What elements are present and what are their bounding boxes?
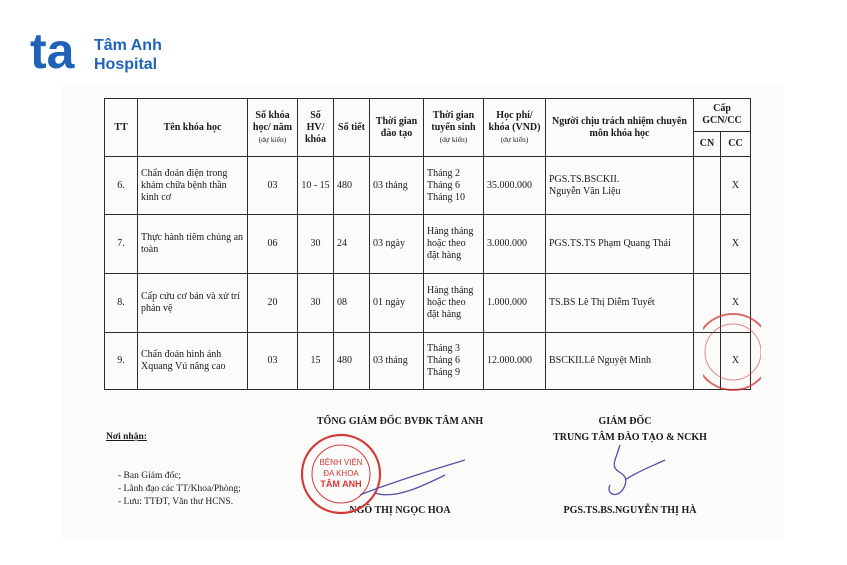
header-course: Tên khóa học [138, 99, 248, 157]
cell-course: Chẩn đoán hình ảnh Xquang Vú nâng cao [138, 333, 248, 390]
header-tt: TT [105, 99, 138, 157]
logo-text [94, 36, 162, 74]
cell-person: PGS.TS.BSCKII. Nguyễn Văn Liệu [546, 157, 694, 215]
cell-fee: 12.000.000 [484, 333, 546, 390]
left-signer-title: TỔNG GIÁM ĐỐC BVĐK TÂM ANH [316, 416, 484, 427]
course-table [104, 98, 751, 390]
header-enroll: Thời gian tuyển sinh (dự kiến) [424, 99, 484, 157]
cell-num-courses: 03 [248, 157, 298, 215]
left-signature-icon [355, 455, 475, 505]
cell-fee: 3.000.000 [484, 215, 546, 274]
cell-fee: 1.000.000 [484, 274, 546, 333]
svg-text:BỆNH VIỆN: BỆNH VIỆN [319, 458, 363, 467]
cell-cc: X [721, 215, 751, 274]
cell-duration: 03 tháng [370, 157, 424, 215]
hospital-logo [30, 28, 180, 78]
cell-cc: X [721, 274, 751, 333]
right-signature-icon [590, 440, 670, 505]
right-signer-title2: TRUNG TÂM ĐÀO TẠO & NCKH [553, 432, 707, 443]
svg-text:ta: ta [30, 28, 75, 76]
right-signer-name: PGS.TS.BS.NGUYỄN THỊ HÀ [563, 505, 697, 516]
header-cc: CC [721, 132, 751, 157]
header-periods: Số tiết [334, 99, 370, 157]
list-item: - Lưu: TTĐT, Văn thư HCNS. [118, 496, 241, 509]
cell-duration: 03 tháng [370, 333, 424, 390]
cell-cn [694, 157, 721, 215]
header-num-courses: Số khóa học/ năm (dự kiến) [248, 99, 298, 157]
cell-tt: 9. [105, 333, 138, 390]
table-header-row [105, 99, 751, 132]
svg-text:ĐA KHOA: ĐA KHOA [323, 469, 359, 478]
header-cert: Cấp GCN/CC [694, 99, 751, 132]
right-signer-title1: GIÁM ĐỐC [598, 416, 652, 427]
cell-tt: 6. [105, 157, 138, 215]
cell-course: Thực hành tiêm chủng an toàn [138, 215, 248, 274]
header-cn: CN [694, 132, 721, 157]
cell-cc: X [721, 333, 751, 390]
logo-line2: Hospital [94, 56, 158, 73]
list-item: - Lãnh đạo các TT/Khoa/Phòng; [118, 483, 241, 496]
header-num-students: Số HV/ khóa [298, 99, 334, 157]
recipients-list [118, 470, 241, 509]
partial-stamp-icon [703, 310, 761, 395]
table-row [105, 215, 751, 274]
cell-duration: 01 ngày [370, 274, 424, 333]
table-row [105, 157, 751, 215]
cell-course: Chẩn đoán điện trong khám chữa bệnh thần kinh cơ [138, 157, 248, 215]
cell-enroll: Tháng 2 Tháng 6 Tháng 10 [424, 157, 484, 215]
cell-num-students: 30 [298, 215, 334, 274]
cell-person: PGS.TS.TS Phạm Quang Thái [546, 215, 694, 274]
cell-tt: 7. [105, 215, 138, 274]
recipients-label: Nơi nhận: [106, 432, 147, 442]
cell-course: Cấp cứu cơ bản và xử trí phản vệ [138, 274, 248, 333]
ta-logo-icon [30, 28, 92, 76]
header-fee: Học phí/ khóa (VND) (dự kiến) [484, 99, 546, 157]
table-row [105, 274, 751, 333]
cell-num-students: 15 [298, 333, 334, 390]
cell-num-courses: 06 [248, 215, 298, 274]
cell-enroll: Hàng tháng hoặc theo đặt hàng [424, 215, 484, 274]
cell-periods: 480 [334, 333, 370, 390]
logo-line1: Tâm Anh [94, 37, 162, 54]
cell-duration: 03 ngày [370, 215, 424, 274]
left-signer-name: NGÔ THỊ NGỌC HOA [349, 505, 451, 516]
cell-person: BSCKII.Lê Nguyệt Minh [546, 333, 694, 390]
svg-text:TÂM ANH: TÂM ANH [320, 479, 362, 489]
cell-periods: 480 [334, 157, 370, 215]
cell-enroll: Tháng 3 Tháng 6 Tháng 9 [424, 333, 484, 390]
header-duration: Thời gian đào tạo [370, 99, 424, 157]
header-person: Người chịu trách nhiệm chuyên môn khóa học [546, 99, 694, 157]
table-row [105, 333, 751, 390]
cell-fee: 35.000.000 [484, 157, 546, 215]
cell-num-courses: 03 [248, 333, 298, 390]
cell-tt: 8. [105, 274, 138, 333]
cell-cn [694, 215, 721, 274]
cell-periods: 24 [334, 215, 370, 274]
cell-cc: X [721, 157, 751, 215]
cell-enroll: Hàng tháng hoặc theo đặt hàng [424, 274, 484, 333]
cell-num-courses: 20 [248, 274, 298, 333]
cell-person: TS.BS Lê Thị Diễm Tuyết [546, 274, 694, 333]
cell-num-students: 30 [298, 274, 334, 333]
cell-num-students: 10 - 15 [298, 157, 334, 215]
list-item: - Ban Giám đốc; [118, 470, 241, 483]
cell-periods: 08 [334, 274, 370, 333]
